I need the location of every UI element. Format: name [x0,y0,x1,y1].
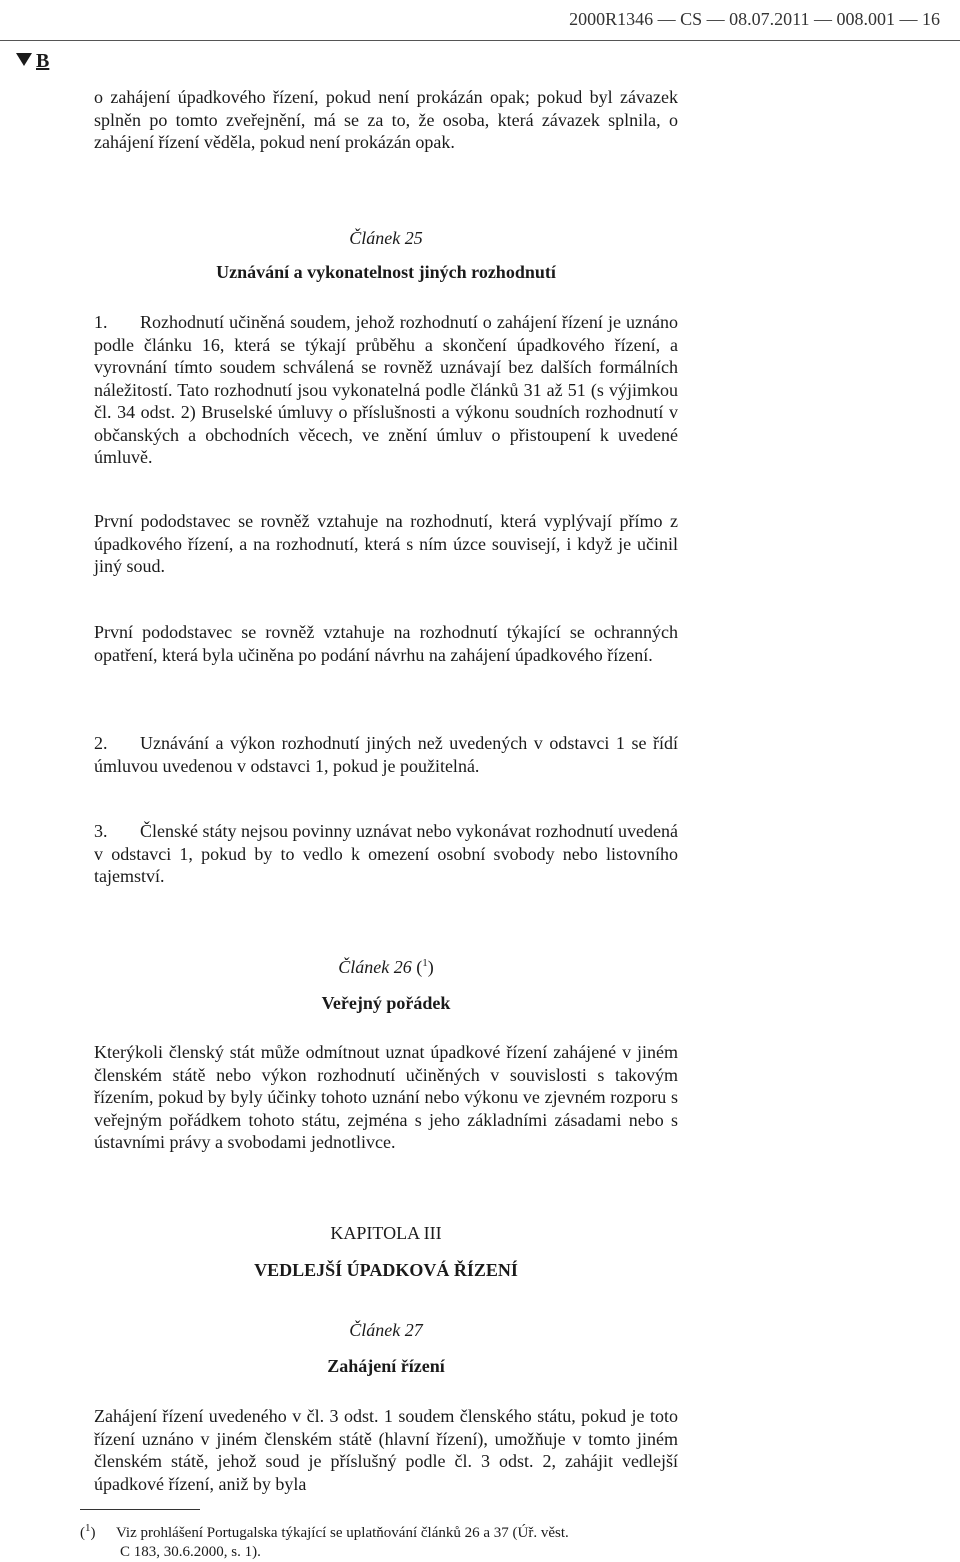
footnote-rule [80,1509,200,1510]
paragraph-text: Členské státy nejsou povinny uznávat nebo vykonávat rozhodnutí uvedená v odstavci 1, pokud by to vedlo k omezení osobní svobody nebo listovního tajemství. [94,821,678,886]
triangle-down-icon [16,53,32,66]
intro-paragraph: o zahájení úpadkového řízení, pokud není prokázán opak; pokud byl závazek splněn po tomto zveřejnění, má se za to, že osoba, která závazek splnila, o zahájení řízení věděla, pokud není prokázán opak. [94,87,678,152]
paragraph-text: Rozhodnutí učiněná soudem, jehož rozhodnutí o zahájení řízení je uznáno podle článku 16, která se týkají průběhu a skončení úpadkového řízení, a vyrovnání tímto soudem schválená se rovněž uznávají bez dalších formálních náležitostí. Tato rozhodnutí jsou vykonatelná podle článků 31 až 51 (s výjimkou čl. 34 odst. 2) Bruselské úmluvy o příslušnosti a výkonu soudních rozhodnutí v občanských a obchodních věcech, ve znění úmluv o přistoupení k uvedené úmluvě. [94,312,678,467]
chapter-title: VEDLEJŠÍ ÚPADKOVÁ ŘÍZENÍ [254,1260,518,1280]
article-25-subparagraph-3: První pododstavec se rovněž vztahuje na rozhodnutí týkající se ochranných opatření, která byla učiněna po podání návrhu na zahájení úpadkového řízení. [94,622,678,665]
document-reference: 2000R1346 — CS — 08.07.2011 — 008.001 — 16 [569,9,940,29]
paragraph-number: 1. [94,312,108,332]
paragraph-number: 2. [94,733,108,753]
article-25-number: Článek 25 [349,228,423,248]
footnote-reference[interactable]: ($^1$) [416,957,434,977]
article-27-number: Článek 27 [349,1320,423,1340]
article-25-subparagraph-2: První pododstavec se rovněž vztahuje na rozhodnutí, která vyplývají přímo z úpadkového řízení, a na rozhodnutí, která s ním úzce souvisejí, i když je učinil jiný soud. [94,511,678,576]
amendment-marker-label: B [36,50,50,72]
article-26-number-text: Článek 26 [338,957,412,977]
article-25-paragraph-1 [94,311,678,469]
article-25-title: Uznávání a vykonatelnost jiných rozhodnutí [216,262,556,282]
article-26-paragraph: Kterýkoli členský stát může odmítnout uznat úpadkové řízení zahájené v jiném členském státě nebo výkon rozhodnutí učiněných v souvislosti s takovým řízením, pokud by byly účinky tohoto uznání nebo výkonu ve zjevném rozporu s veřejným pořádkem tohoto státu, zejména s jeho základními zásadami nebo s ústavními právy a svobodami jednotlivce. [94,1042,678,1152]
article-25-paragraph-3 [94,820,678,888]
footnote-text-1: Viz prohlášení Portugalska týkající se uplatňování článků 26 a 37 (Úř. věst. [116,1525,569,1541]
paragraph-text: Uznávání a výkon rozhodnutí jiných než uvedených v odstavci 1 se řídí úmluvou uvedenou v odstavci 1, pokud je použitelná. [94,733,678,776]
paragraph-number: 3. [94,821,108,841]
article-27-title: Zahájení řízení [327,1356,445,1376]
footnote-text-2: C 183, 30.6.2000, s. 1). [120,1544,261,1560]
footnote [80,1519,680,1562]
header-rule [0,40,960,41]
article-26-number [94,957,678,978]
amendment-marker [16,50,49,73]
article-27-paragraph: Zahájení řízení uvedeného v čl. 3 odst. 1 soudem členského státu, pokud je toto řízení uznáno v jiném členském státě (hlavní řízení), umožňuje v tomto jiném členském státě, jehož soud je příslušný podle čl. 3 odst. 2, zahájit vedlejší úpadkové řízení, aniž by byla [94,1406,678,1494]
footnote-mark-number: 1 [85,1522,91,1534]
footnote-reference-number: 1 [422,957,428,969]
footnote-mark: ($^1$) [80,1522,96,1541]
article-26-title: Veřejný pořádek [321,993,451,1013]
chapter-label: KAPITOLA III [330,1223,442,1243]
footnote-line-1 [80,1519,680,1543]
article-25-paragraph-2 [94,732,678,777]
page-header [0,0,940,40]
